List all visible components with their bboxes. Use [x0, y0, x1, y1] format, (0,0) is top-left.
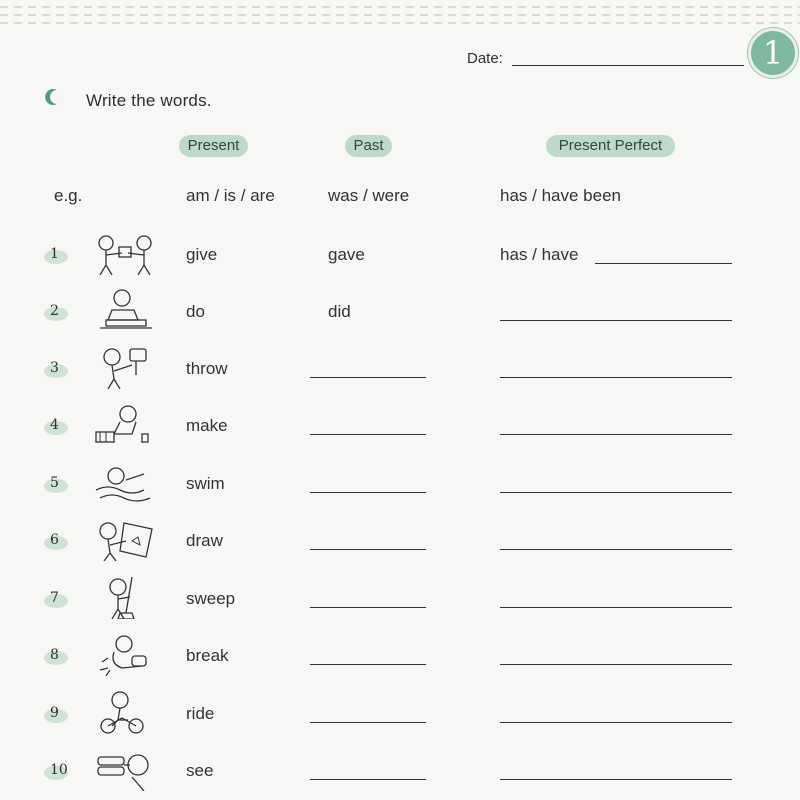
boy-drawing-icon — [92, 517, 158, 561]
present-perfect-answer-blank[interactable] — [500, 320, 732, 321]
page-number-badge: 1 — [748, 28, 798, 78]
boy-binoculars-icon — [92, 747, 158, 791]
date-label: Date: — [467, 50, 503, 67]
column-header-past: Past — [345, 135, 392, 157]
past-answer-blank[interactable] — [310, 492, 426, 493]
past-word: did — [328, 302, 351, 321]
boy-making-model-icon — [92, 402, 158, 446]
present-perfect-answer-blank[interactable] — [595, 263, 732, 264]
present-perfect-answer-blank[interactable] — [500, 607, 732, 608]
present-perfect-answer-blank[interactable] — [500, 492, 732, 493]
present-word: make — [186, 416, 228, 435]
past-word: gave — [328, 245, 365, 264]
row-number: 3 — [50, 360, 59, 376]
row-number: 4 — [50, 417, 59, 433]
example-past: was / were — [328, 186, 410, 205]
date-input-line[interactable] — [512, 65, 744, 66]
boy-swimming-icon — [92, 460, 158, 504]
past-answer-blank[interactable] — [310, 607, 426, 608]
present-word: sweep — [186, 589, 236, 608]
example-label: e.g. — [54, 186, 83, 205]
crescent-bullet-icon — [44, 88, 62, 106]
past-answer-blank[interactable] — [310, 722, 426, 723]
row-number: 9 — [50, 705, 59, 721]
present-word: swim — [186, 474, 225, 493]
present-perfect-answer-blank[interactable] — [500, 434, 732, 435]
girl-throwing-icon — [92, 345, 158, 389]
boy-sweeping-icon — [92, 575, 158, 619]
row-number: 10 — [50, 762, 68, 778]
boy-doing-homework-icon — [92, 288, 158, 332]
column-header-present-perfect: Present Perfect — [546, 135, 675, 157]
present-perfect-word: has / have — [500, 245, 579, 264]
present-word: draw — [186, 531, 223, 550]
row-number: 1 — [50, 246, 59, 262]
top-dashed-border — [0, 0, 800, 28]
row-number: 6 — [50, 532, 59, 548]
row-number: 5 — [50, 475, 59, 491]
past-answer-blank[interactable] — [310, 779, 426, 780]
past-answer-blank[interactable] — [310, 434, 426, 435]
example-present-perfect: has / have been — [500, 186, 621, 205]
present-word: throw — [186, 359, 228, 378]
row-number: 7 — [50, 590, 59, 606]
example-present: am / is / are — [186, 186, 275, 205]
past-answer-blank[interactable] — [310, 377, 426, 378]
column-header-present: Present — [179, 135, 248, 157]
present-word: see — [186, 761, 214, 780]
past-answer-blank[interactable] — [310, 549, 426, 550]
present-perfect-answer-blank[interactable] — [500, 722, 732, 723]
present-perfect-answer-blank[interactable] — [500, 779, 732, 780]
boy-breaking-toy-icon — [92, 632, 158, 676]
present-word: break — [186, 646, 229, 665]
present-perfect-answer-blank[interactable] — [500, 549, 732, 550]
instruction-text: Write the words. — [86, 91, 212, 110]
present-word: ride — [186, 704, 215, 723]
children-giving-gift-icon — [92, 231, 158, 275]
past-answer-blank[interactable] — [310, 664, 426, 665]
present-perfect-answer-blank[interactable] — [500, 664, 732, 665]
boy-riding-bike-icon — [92, 690, 158, 734]
present-perfect-answer-blank[interactable] — [500, 377, 732, 378]
present-word: do — [186, 302, 205, 321]
row-number: 2 — [50, 303, 59, 319]
present-word: give — [186, 245, 218, 264]
row-number: 8 — [50, 647, 59, 663]
